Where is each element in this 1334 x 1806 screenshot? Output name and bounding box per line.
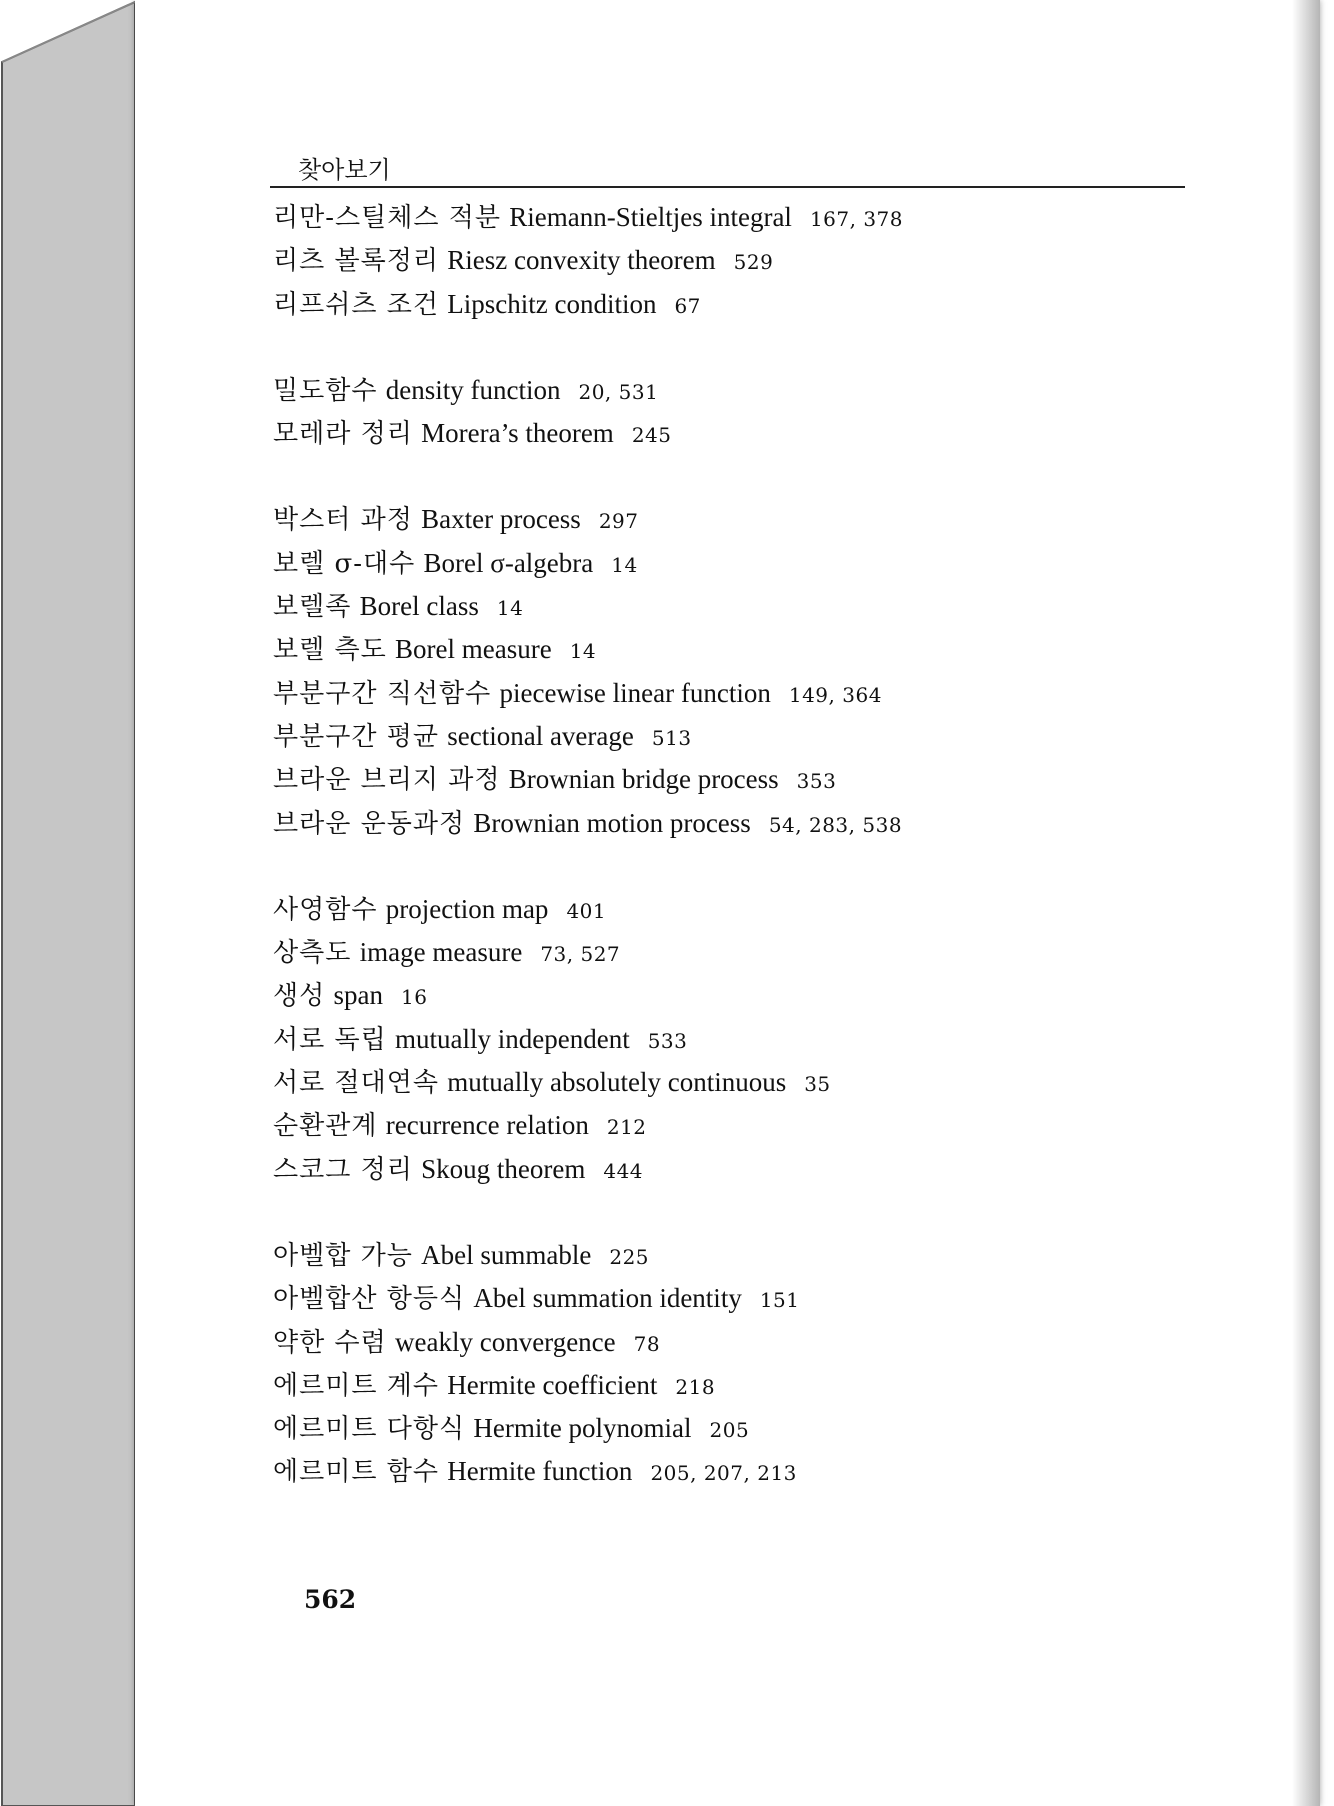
page-references: 401 (566, 898, 607, 923)
korean-term: 에르미트 다항식 (273, 1414, 466, 1445)
index-entry (273, 1450, 1173, 1493)
page-references: 73, 527 (540, 942, 621, 967)
korean-term: 상측도 (273, 938, 352, 969)
book-spine (0, 0, 140, 1806)
page-references: 151 (759, 1288, 800, 1313)
index-group (273, 1234, 1173, 1494)
page-references: 225 (609, 1244, 650, 1269)
index-entry (273, 412, 1173, 455)
english-term: weakly convergence (395, 1326, 616, 1357)
english-term: span (333, 980, 383, 1011)
english-term: Borel measure (395, 634, 552, 665)
page-references: 245 (631, 423, 672, 448)
index-entry (273, 628, 1173, 671)
page-edge-shadow (1292, 0, 1320, 1806)
page-references: 35 (804, 1072, 831, 1097)
korean-term: 아벨합 가능 (273, 1240, 413, 1271)
page-references: 54, 283, 538 (768, 812, 903, 837)
running-header: 찾아보기 (298, 156, 391, 184)
english-term: Baxter process (421, 504, 581, 535)
index-entry (273, 283, 1173, 326)
english-term: projection map (385, 893, 549, 924)
english-term: Morera’s theorem (421, 418, 614, 449)
index-entry (273, 196, 1173, 239)
index-entry (273, 672, 1173, 715)
korean-term: 순환관계 (273, 1111, 378, 1142)
korean-term: 부분구간 평균 (273, 721, 439, 752)
page-references: 529 (733, 250, 774, 275)
index-entry (273, 974, 1173, 1017)
index-entry (273, 498, 1173, 541)
korean-term: 리츠 볼록정리 (273, 246, 439, 277)
page-references: 212 (606, 1115, 647, 1140)
page-references: 353 (796, 769, 837, 794)
index-group (273, 196, 1173, 326)
korean-term: 리프쉬츠 조건 (273, 289, 439, 320)
page-references: 14 (569, 639, 597, 664)
index-entry (273, 1407, 1173, 1450)
english-term: Riemann-Stieltjes integral (509, 202, 792, 232)
page-references: 513 (651, 725, 692, 750)
index-list (273, 196, 1173, 1537)
index-entry (273, 1018, 1173, 1061)
korean-term: 약한 수렴 (273, 1327, 387, 1358)
korean-term: 브라운 브리지 과정 (273, 765, 501, 796)
english-term: Abel summation identity (473, 1283, 742, 1314)
korean-term: 보렐족 (273, 592, 352, 623)
korean-term: 부분구간 직선함수 (273, 678, 492, 709)
page-references: 167, 378 (809, 207, 903, 231)
index-entry (273, 1104, 1173, 1147)
english-term: Riesz convexity theorem (447, 245, 716, 276)
page-references: 205, 207, 213 (650, 1461, 797, 1486)
page-references: 444 (603, 1158, 644, 1183)
english-term: mutually absolutely continuous (447, 1067, 787, 1098)
english-term: Lipschitz condition (447, 288, 657, 319)
english-term: sectional average (447, 720, 634, 751)
page-references: 14 (496, 596, 524, 621)
index-entry (273, 1148, 1173, 1191)
index-entry (273, 931, 1173, 974)
page-references: 533 (647, 1028, 688, 1053)
index-entry (273, 1321, 1173, 1364)
index-entry (273, 239, 1173, 282)
index-entry (273, 1277, 1173, 1320)
korean-term: 에르미트 함수 (273, 1457, 439, 1488)
page-references: 205 (709, 1418, 750, 1443)
english-term: Abel summable (421, 1239, 592, 1270)
korean-term: 브라운 운동과정 (273, 808, 466, 839)
page-number: 562 (304, 1585, 357, 1614)
page-references: 14 (611, 552, 638, 577)
korean-term: 아벨합산 항등식 (273, 1284, 466, 1315)
korean-term: 박스터 과정 (273, 505, 413, 536)
korean-term: 보렐 측도 (273, 635, 387, 666)
korean-term: 리만-스틸체스 적분 (273, 203, 501, 233)
index-entry (273, 888, 1173, 931)
index-group (273, 498, 1173, 844)
index-entry (273, 1234, 1173, 1277)
index-group (273, 888, 1173, 1191)
page-references: 16 (401, 985, 428, 1010)
index-entry (273, 802, 1173, 845)
page-references: 149, 364 (788, 682, 882, 707)
korean-term: 밀도함수 (273, 375, 378, 406)
index-entry (273, 585, 1173, 628)
index-entry (273, 1061, 1173, 1104)
korean-term: 보렐 σ-대수 (273, 548, 416, 579)
index-entry (273, 715, 1173, 758)
english-term: Borel σ-algebra (423, 547, 594, 578)
page-references: 297 (598, 509, 639, 534)
korean-term: 서로 절대연속 (273, 1068, 439, 1099)
index-entry (273, 369, 1173, 412)
korean-term: 서로 독립 (273, 1024, 387, 1055)
page-references: 20, 531 (578, 379, 659, 404)
korean-term: 사영함수 (273, 894, 378, 925)
english-term: Borel class (359, 591, 479, 622)
english-term: mutually independent (395, 1023, 630, 1054)
english-term: Brownian bridge process (508, 764, 779, 795)
korean-term: 모레라 정리 (273, 419, 413, 450)
index-group (273, 369, 1173, 456)
english-term: density function (385, 374, 561, 405)
english-term: Brownian motion process (473, 807, 751, 838)
english-term: image measure (359, 937, 523, 968)
korean-term: 스코그 정리 (273, 1154, 413, 1185)
page-references: 218 (675, 1374, 716, 1399)
korean-term: 생성 (273, 981, 326, 1012)
english-term: Hermite coefficient (447, 1369, 658, 1400)
korean-term: 에르미트 계수 (273, 1370, 439, 1401)
english-term: piecewise linear function (499, 677, 771, 708)
page-references: 67 (674, 293, 701, 318)
index-entry (273, 1364, 1173, 1407)
english-term: Hermite polynomial (473, 1413, 692, 1444)
header-rule (270, 186, 1185, 188)
english-term: Skoug theorem (421, 1153, 586, 1184)
page-references: 78 (633, 1331, 661, 1356)
english-term: Hermite function (447, 1456, 633, 1487)
english-term: recurrence relation (385, 1110, 589, 1141)
index-entry (273, 758, 1173, 801)
index-entry (273, 542, 1173, 585)
